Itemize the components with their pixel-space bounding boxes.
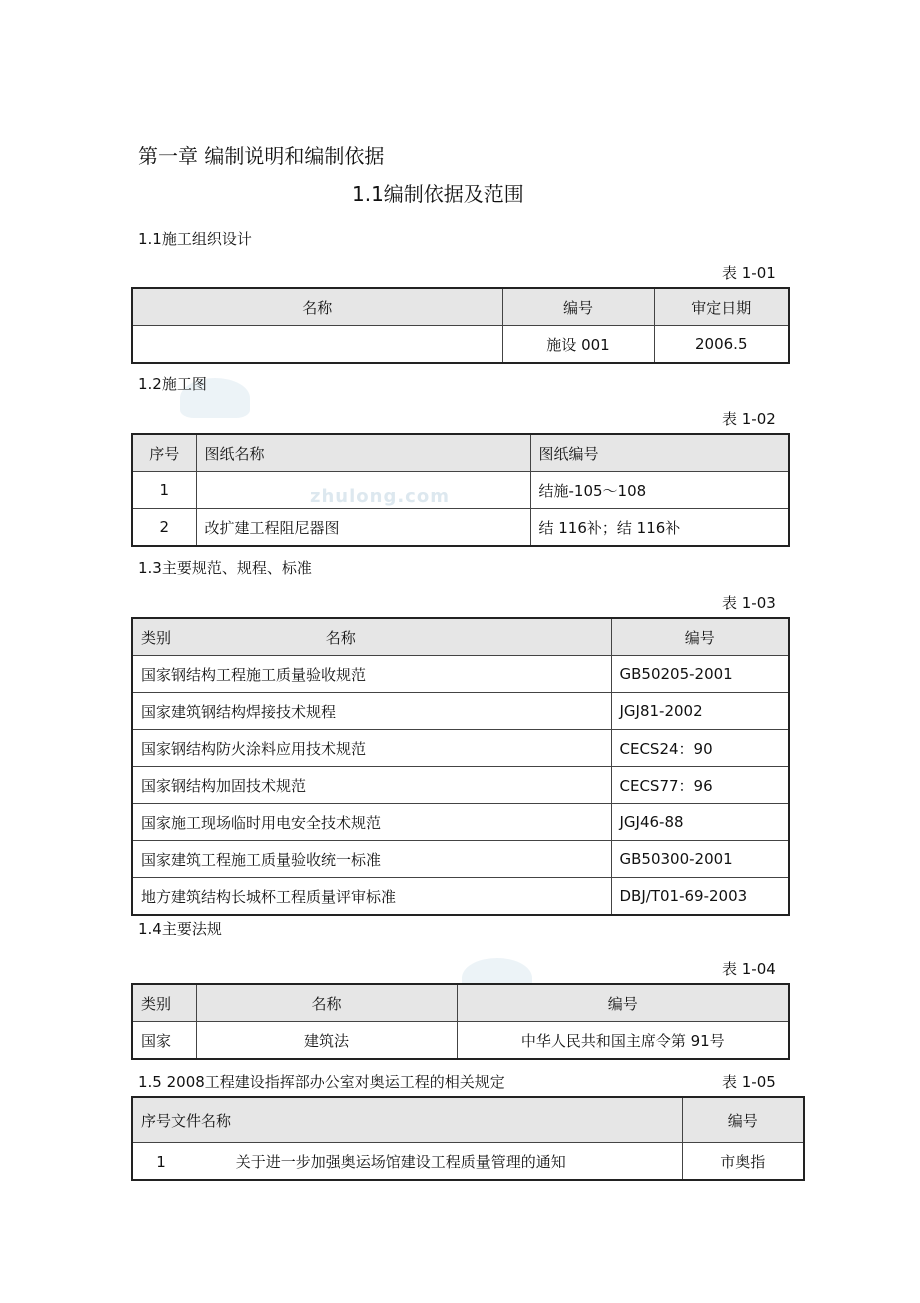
table-cell: 2 [132, 509, 196, 547]
table-row [132, 656, 789, 693]
table-olympic-regulations [131, 1096, 805, 1181]
header-category: 类别 [141, 628, 172, 647]
subsection-title: 1.2施工图 [138, 375, 207, 393]
document-name: 关于进一步加强奥运场馆建设工程质量管理的通知 [235, 1152, 566, 1171]
table-header-row [132, 984, 789, 1022]
table-cell: 结 116补；结 116补 [530, 509, 789, 547]
table-cell: 建筑法 [196, 1022, 457, 1060]
table-cell: 1 [132, 472, 196, 509]
header-cell: 编号 [611, 618, 789, 656]
table-row [132, 767, 789, 804]
subsection-title: 1.4主要法规 [138, 920, 222, 938]
table-cell [132, 326, 502, 364]
header-cell: 序号 [132, 434, 196, 472]
table-cell: DBJ/T01-69-2003 [611, 878, 789, 916]
table-number: 表 1-04 [722, 960, 776, 978]
header-cell: 类别 [132, 984, 196, 1022]
table-regulations [131, 983, 790, 1060]
table-cell: CECS77：96 [611, 767, 789, 804]
table-cell: 改扩建工程阻尼器图 [196, 509, 530, 547]
header-cell: 序号文件名称 [132, 1097, 682, 1143]
table-row [132, 878, 789, 916]
table-cell: 国家建筑钢结构焊接技术规程 [132, 693, 611, 730]
row-number: 1 [156, 1152, 166, 1171]
table-cell: 国家钢结构工程施工质量验收规范 [132, 656, 611, 693]
table-row [132, 1022, 789, 1060]
table-cell: GB50300-2001 [611, 841, 789, 878]
header-cell: 名称 [132, 288, 502, 326]
header-cell: 图纸编号 [530, 434, 789, 472]
table-cell: JGJ81-2002 [611, 693, 789, 730]
table-cell: CECS24：90 [611, 730, 789, 767]
table-row [132, 693, 789, 730]
header-cell: 图纸名称 [196, 434, 530, 472]
table-cell: 2006.5 [654, 326, 789, 364]
table-row [132, 1143, 804, 1181]
section-title: 1.1编制依据及范围 [352, 182, 524, 206]
table-row [132, 841, 789, 878]
table-header-row [132, 1097, 804, 1143]
header-cell: 名称 [196, 984, 457, 1022]
table-cell [196, 472, 530, 509]
table-cell: 国家钢结构加固技术规范 [132, 767, 611, 804]
table-number: 表 1-03 [722, 594, 776, 612]
table-cell: 国家建筑工程施工质量验收统一标准 [132, 841, 611, 878]
table-cell: 国家施工现场临时用电安全技术规范 [132, 804, 611, 841]
subsection-title: 1.5 2008工程建设指挥部办公室对奥运工程的相关规定 [138, 1073, 505, 1091]
header-cell: 编号 [682, 1097, 804, 1143]
chapter-title: 第一章 编制说明和编制依据 [138, 144, 385, 168]
table-row [132, 730, 789, 767]
table-header-row [132, 434, 789, 472]
table-cell: 国家钢结构防火涂料应用技术规范 [132, 730, 611, 767]
header-cell: 编号 [502, 288, 654, 326]
table-standards [131, 617, 790, 916]
table-cell: 国家 [132, 1022, 196, 1060]
table-number: 表 1-05 [722, 1073, 776, 1091]
table-cell: 施设 001 [502, 326, 654, 364]
table-drawings [131, 433, 790, 547]
table-header-row [132, 288, 789, 326]
header-cell: 审定日期 [654, 288, 789, 326]
table-cell: 市奥指 [682, 1143, 804, 1181]
table-header-row [132, 618, 789, 656]
subsection-title: 1.3主要规范、规程、标准 [138, 559, 312, 577]
header-cell: 编号 [457, 984, 789, 1022]
table-cell [132, 1143, 682, 1181]
table-cell: 地方建筑结构长城杯工程质量评审标准 [132, 878, 611, 916]
table-cell: 结施-105～108 [530, 472, 789, 509]
table-cell: GB50205-2001 [611, 656, 789, 693]
watermark-text: zhulong.com [310, 486, 450, 507]
table-row [132, 509, 789, 547]
table-row [132, 326, 789, 364]
table-row [132, 804, 789, 841]
table-row [132, 472, 789, 509]
table-cell: 中华人民共和国主席令第 91号 [457, 1022, 789, 1060]
table-construction-design [131, 287, 790, 364]
table-number: 表 1-01 [722, 264, 776, 282]
table-number: 表 1-02 [722, 410, 776, 428]
subsection-title: 1.1施工组织设计 [138, 230, 252, 248]
header-cell [132, 618, 611, 656]
header-name: 名称 [325, 628, 356, 647]
table-cell: JGJ46-88 [611, 804, 789, 841]
